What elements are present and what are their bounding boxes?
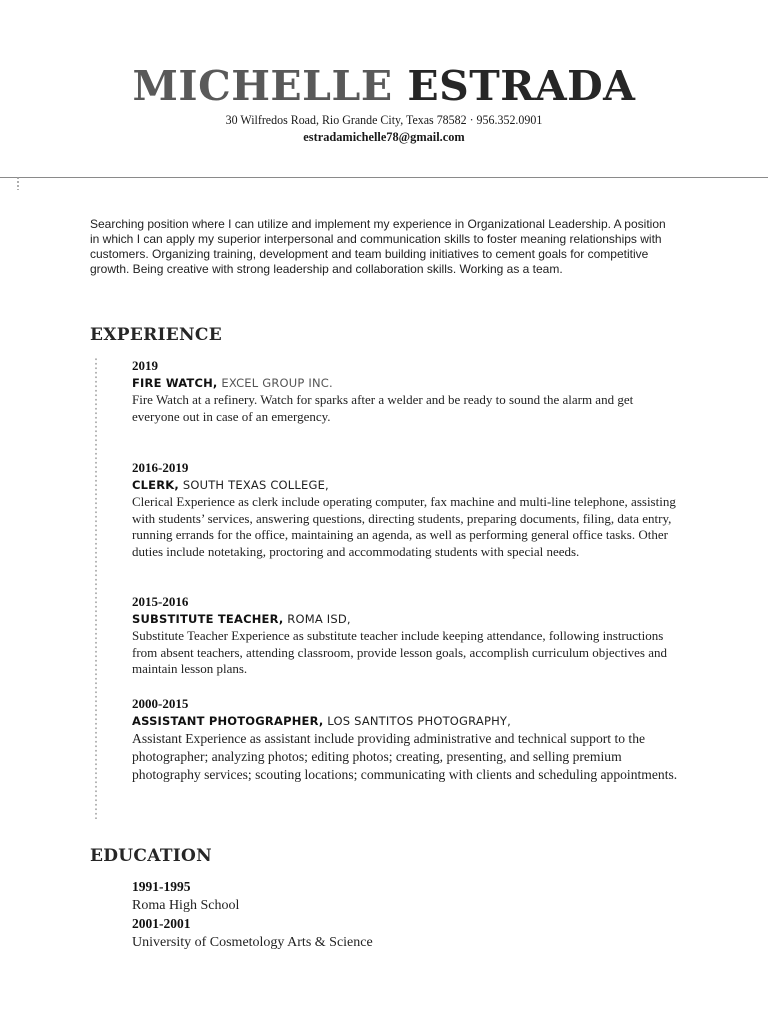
job-years: 2000-2015 (132, 696, 189, 711)
job-role: ASSISTANT PHOTOGRAPHER, (132, 714, 324, 728)
job-years: 2015-2016 (132, 594, 189, 609)
job-role-line (132, 477, 684, 494)
education-heading: EDUCATION (90, 846, 212, 866)
contact-address: 30 Wilfredos Road, Rio Grande City, Texas 78582 · 956.352.0901 (225, 112, 543, 127)
contact-email: estradamichelle78@gmail.com (303, 129, 465, 144)
job-role-line (132, 375, 684, 392)
job-description: Substitute Teacher Experience as substitute teacher include keeping attendance, following instructions from absent teachers, attending classroom, provide lesson goals, accomplish curriculum objectives and maintain lesson plans. (132, 628, 668, 676)
education-school: University of Cosmetology Arts & Science (132, 935, 373, 950)
job-description: Assistant Experience as assistant include providing administrative and technical support to the photographer; analyzing photos; editing photos; creating, presenting, and selling premium photography services; scouting locations; communicating with clients and scheduling appointments. (132, 731, 678, 782)
job-organization: ROMA ISD, (287, 612, 351, 626)
header-divider (0, 177, 768, 178)
objective-summary: Searching position where I can utilize and implement my experience in Organizational Leadership. A position in which I can apply my superior interpersonal and communication skills to foster meaning relationships with customers. Organizing training, development and team building initiatives to cement goals for competitive growth. Being creative with strong leadership and collaboration skills. Working as a team. (90, 217, 666, 276)
job-years: 2016-2019 (132, 460, 189, 475)
education-entry (132, 878, 632, 915)
job-organization: LOS SANTITOS PHOTOGRAPHY, (327, 714, 512, 728)
last-name: ESTRADA (407, 62, 636, 110)
resume-header (0, 60, 768, 145)
education-school: Roma High School (132, 898, 240, 913)
job-entry (132, 593, 684, 678)
experience-heading: EXPERIENCE (90, 325, 222, 345)
job-role: FIRE WATCH, (132, 376, 218, 390)
job-role-line (132, 713, 684, 730)
first-name: MICHELLE (132, 62, 393, 110)
job-role: SUBSTITUTE TEACHER, (132, 612, 284, 626)
job-entry (132, 695, 684, 784)
experience-timeline-line (95, 357, 97, 819)
job-description: Clerical Experience as clerk include operating computer, fax machine and multi-line telephone, assisting with students’ services, answering questions, directing students, preparing documents, filing, data entry, running errands for the office, maintaining an agenda, as well as performing general office tasks. Other duties include notetaking, proctoring and accommodating students with special needs. (132, 494, 676, 559)
job-organization: SOUTH TEXAS COLLEGE, (182, 478, 329, 492)
job-years: 2019 (132, 358, 158, 373)
job-role-line (132, 611, 684, 628)
education-years: 1991-1995 (132, 879, 191, 894)
education-entry (132, 915, 632, 952)
margin-marker (17, 176, 19, 190)
education-years: 2001-2001 (132, 916, 191, 931)
job-organization: EXCEL GROUP INC. (221, 376, 333, 390)
job-description: Fire Watch at a refinery. Watch for sparks after a welder and be ready to sound the alarm and get everyone out in case of an emergency. (132, 392, 634, 424)
job-entry (132, 357, 684, 425)
job-entry (132, 459, 684, 560)
job-role: CLERK, (132, 478, 179, 492)
candidate-name (0, 60, 768, 112)
